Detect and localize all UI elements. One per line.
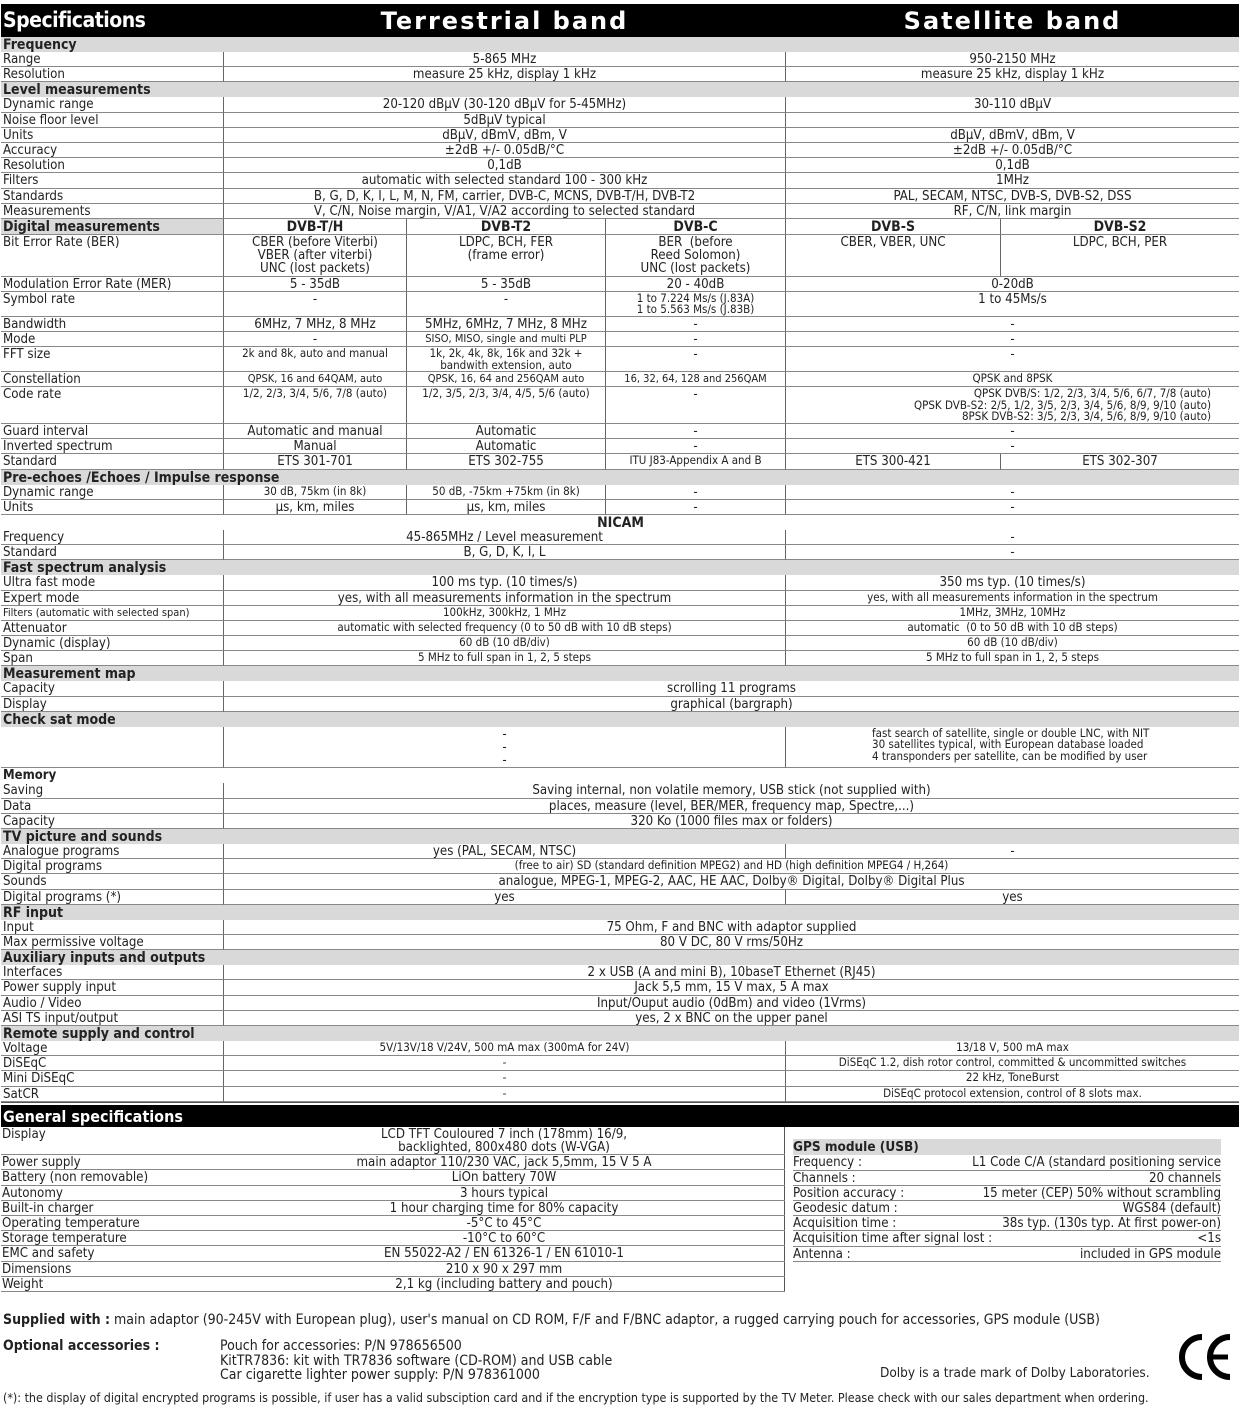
value-mini-diseqc-0: -: [223, 1071, 785, 1086]
row-label-diseqc: DiSEqC: [1, 1056, 223, 1071]
gps-label: Channels :: [793, 1170, 856, 1186]
value-dynamic-display-0: 60 dB (10 dB/div): [223, 636, 785, 651]
general-label-weight: Weight: [1, 1277, 223, 1292]
value-fft-size-0: 2k and 8k, auto and manual: [223, 347, 406, 372]
value-standard-2: ITU J83-Appendix A and B: [605, 454, 785, 469]
value-inverted-spectrum-0: Manual: [223, 439, 406, 454]
value-capacity-0: 320 Ko (1000 files max or folders): [223, 814, 1239, 829]
value-fft-size-2: -: [605, 347, 785, 372]
value-digital-programs-0: yes: [223, 890, 785, 905]
value-span-1: 5 MHz to full span in 1, 2, 5 steps: [785, 651, 1239, 666]
row-label-constellation: Constellation: [1, 372, 223, 387]
value-accuracy-0: ±2dB +/- 0.05dB/°C: [223, 143, 785, 158]
value-constellation-1: QPSK, 16, 64 and 256QAM auto: [406, 372, 605, 387]
gps-value: L1 Code C/A (standard positioning service: [972, 1155, 1221, 1171]
row-label-resolution: Resolution: [1, 158, 223, 173]
value-guard-interval-0: Automatic and manual: [223, 424, 406, 439]
value-standard-3: ETS 300-421: [785, 454, 1000, 469]
value-standard-0: ETS 301-701: [223, 454, 406, 469]
value-standard-0: B, G, D, K, I, L: [223, 545, 785, 560]
section-rf-input: RF input: [1, 905, 1239, 920]
row-label-bit-error-rate-ber: Bit Error Rate (BER): [1, 235, 223, 277]
value-mini-diseqc-1: 22 kHz, ToneBurst: [785, 1071, 1239, 1086]
value-digital-programs-0: (free to air) SD (standard definition MPEG2) and HD (high definition MPEG4 / H,264): [223, 859, 1239, 874]
value-attenuator-1: automatic (0 to 50 dB with 10 dB steps): [785, 621, 1239, 636]
row-label-range: Range: [1, 52, 223, 67]
value-range-0: 5-865 MHz: [223, 52, 785, 67]
encryption-footnote: (*): the display of digital encrypted programs is possible, if user has a valid subsciption card and if the encryption type is supported by the TV Meter. Please check with our sales department when ordering.: [3, 1390, 1149, 1405]
general-label-battery-non-removable: Battery (non removable): [1, 1170, 223, 1185]
general-label-power-supply: Power supply: [1, 1155, 223, 1170]
optional-item: Car cigarette lighter power supply: P/N 978361000: [220, 1367, 540, 1384]
gps-label: Frequency :: [793, 1155, 862, 1171]
gps-module-title: GPS module (USB): [793, 1139, 1221, 1156]
row-label-filters: Filters: [1, 173, 223, 188]
spec-sheet: [1, 4, 1239, 1292]
column-dvb-t-h: DVB-T/H: [223, 219, 406, 235]
row-label-frequency: Frequency: [1, 530, 223, 545]
row-label-span: Span: [1, 651, 223, 666]
value-satcr-1: DiSEqC protocol extension, control of 8 slots max.: [785, 1087, 1239, 1102]
gps-label: Position accuracy :: [793, 1185, 905, 1201]
row-label-inverted-spectrum: Inverted spectrum: [1, 439, 223, 454]
section-auxiliary-inputs-and-outputs: Auxiliary inputs and outputs: [1, 950, 1239, 965]
row-label-max-permissive-voltage: Max permissive voltage: [1, 935, 223, 950]
value-units-1: dBµV, dBmV, dBm, V: [785, 128, 1239, 143]
row-label-sounds: Sounds: [1, 874, 223, 889]
value-dynamic-range-1: 30-110 dBµV: [785, 97, 1239, 112]
column-dvb-s: DVB-S: [785, 219, 1000, 235]
general-value-display: LCD TFT Couloured 7 inch (178mm) 16/9, backlighted, 800x480 dots (W-VGA): [223, 1127, 785, 1155]
value-resolution-0: 0,1dB: [223, 158, 785, 173]
value-modulation-error-rate-mer-3: 0-20dB: [785, 277, 1239, 292]
gps-row: [793, 1201, 1221, 1216]
general-value-operating-temperature: -5°C to 45°C: [223, 1216, 785, 1231]
value-filters-automatic-with-selected-span-0: 100kHz, 300kHz, 1 MHz: [223, 606, 785, 621]
row-label-dynamic-range: Dynamic range: [1, 97, 223, 112]
value-range-1: 950-2150 MHz: [785, 52, 1239, 67]
row-label-audio-video: Audio / Video: [1, 996, 223, 1011]
section-pre-echoes-echoes-impulse-response: Pre-echoes /Echoes / Impulse response: [1, 470, 1239, 485]
value-modulation-error-rate-mer-0: 5 - 35dB: [223, 277, 406, 292]
section-remote-supply-and-control: Remote supply and control: [1, 1026, 1239, 1041]
value-accuracy-1: ±2dB +/- 0.05dB/°C: [785, 143, 1239, 158]
value-inverted-spectrum-3: -: [785, 439, 1239, 454]
section-digital-measurements: Digital measurements: [1, 219, 223, 235]
general-label-built-in-charger: Built-in charger: [1, 1201, 223, 1216]
value-span-0: 5 MHz to full span in 1, 2, 5 steps: [223, 651, 785, 666]
gps-row: [793, 1247, 1221, 1262]
row-label-mode: Mode: [1, 332, 223, 347]
value-dynamic-display-1: 60 dB (10 dB/div): [785, 636, 1239, 651]
row-label-power-supply-input: Power supply input: [1, 980, 223, 995]
value-standards-1: PAL, SECAM, NTSC, DVB-S, DVB-S2, DSS: [785, 189, 1239, 204]
row-label-display: Display: [1, 697, 223, 712]
value-measurements-0: V, C/N, Noise margin, V/A1, V/A2 according to selected standard: [223, 204, 785, 219]
row-label-capacity: Capacity: [1, 681, 223, 696]
value-ultra-fast-mode-1: 350 ms typ. (10 times/s): [785, 575, 1239, 590]
value-symbol-rate-1: -: [406, 292, 605, 317]
row-label-standard: Standard: [1, 545, 223, 560]
value-mode-0: -: [223, 332, 406, 347]
gps-value: 15 meter (CEP) 50% without scrambling: [982, 1185, 1221, 1201]
value-units-1: µs, km, miles: [406, 500, 605, 515]
value-units-3: -: [785, 500, 1239, 515]
value-mode-3: -: [785, 332, 1239, 347]
row-label-dynamic-display: Dynamic (display): [1, 636, 223, 651]
specifications-title: Specifications: [3, 8, 146, 32]
general-label-autonomy: Autonomy: [1, 1186, 223, 1201]
row-label-filters-automatic-with-selected-span: Filters (automatic with selected span): [1, 606, 223, 621]
column-dvb-s2: DVB-S2: [1000, 219, 1239, 235]
row-label-analogue-programs: Analogue programs: [1, 844, 223, 859]
value-inverted-spectrum-2: -: [605, 439, 785, 454]
value-code-rate-1: 1/2, 3/5, 2/3, 3/4, 4/5, 5/6 (auto): [406, 387, 605, 424]
gps-label: Geodesic datum :: [793, 1200, 898, 1216]
value-ultra-fast-mode-0: 100 ms typ. (10 times/s): [223, 575, 785, 590]
value-filters-automatic-with-selected-span-1: 1MHz, 3MHz, 10MHz: [785, 606, 1239, 621]
value-bandwidth-1: 5MHz, 6MHz, 7 MHz, 8 MHz: [406, 317, 605, 332]
value-constellation-0: QPSK, 16 and 64QAM, auto: [223, 372, 406, 387]
row-label-measurements: Measurements: [1, 204, 223, 219]
supplied-with: [3, 1313, 1259, 1327]
row-label-voltage: Voltage: [1, 1041, 223, 1056]
value-code-rate-2: -: [605, 387, 785, 424]
value-guard-interval-2: -: [605, 424, 785, 439]
value-sounds-0: analogue, MPEG-1, MPEG-2, AAC, HE AAC, Dolby® Digital, Dolby® Digital Plus: [223, 874, 1239, 889]
gps-row: [793, 1171, 1221, 1186]
gps-label: Antenna :: [793, 1246, 851, 1262]
value-guard-interval-3: -: [785, 424, 1239, 439]
general-label-display: Display: [1, 1127, 223, 1155]
value-attenuator-0: automatic with selected frequency (0 to 50 dB with 10 dB steps): [223, 621, 785, 636]
value-bit-error-rate-ber-4: LDPC, BCH, PER: [1000, 235, 1239, 277]
value-mode-1: SISO, MISO, single and multi PLP: [406, 332, 605, 347]
dolby-trademark: Dolby is a trade mark of Dolby Laboratories.: [880, 1365, 1150, 1381]
general-label-dimensions: Dimensions: [1, 1262, 223, 1277]
value-analogue-programs-0: yes (PAL, SECAM, NTSC): [223, 844, 785, 859]
section-level-measurements: Level measurements: [1, 82, 1239, 97]
value-frequency-0: 45-865MHz / Level measurement: [223, 530, 785, 545]
row-label-row: [1, 727, 223, 769]
section-tv-picture-and-sounds: TV picture and sounds: [1, 829, 1239, 844]
gps-table: [793, 1155, 1221, 1261]
row-label-digital-programs: Digital programs (*): [1, 890, 223, 905]
value-measurements-1: RF, C/N, link margin: [785, 204, 1239, 219]
general-value-autonomy: 3 hours typical: [223, 1186, 785, 1201]
value-symbol-rate-0: -: [223, 292, 406, 317]
general-value-dimensions: 210 x 90 x 297 mm: [223, 1262, 785, 1277]
value-display-0: graphical (bargraph): [223, 697, 1239, 712]
value-dynamic-range-1: 50 dB, -75km +75km (in 8k): [406, 485, 605, 500]
row-label-digital-programs: Digital programs: [1, 859, 223, 874]
section-fast-spectrum-analysis: Fast spectrum analysis: [1, 560, 1239, 575]
value-satcr-0: -: [223, 1087, 785, 1102]
value-resolution-1: 0,1dB: [785, 158, 1239, 173]
value-units-2: -: [605, 500, 785, 515]
value-diseqc-0: -: [223, 1056, 785, 1071]
header-bar: [1, 4, 1239, 37]
row-label-modulation-error-rate-mer: Modulation Error Rate (MER): [1, 277, 223, 292]
value-filters-0: automatic with selected standard 100 - 300 kHz: [223, 173, 785, 188]
value-units-0: µs, km, miles: [223, 500, 406, 515]
value-voltage-0: 5V/13V/18 V/24V, 500 mA max (300mA for 24V): [223, 1041, 785, 1056]
value-fft-size-1: 1k, 2k, 4k, 8k, 16k and 32k + bandwith extension, auto: [406, 347, 605, 372]
value-fft-size-3: -: [785, 347, 1239, 372]
value-standard-1: ETS 302-755: [406, 454, 605, 469]
value-modulation-error-rate-mer-1: 5 - 35dB: [406, 277, 605, 292]
value-bit-error-rate-ber-1: LDPC, BCH, FER (frame error): [406, 235, 605, 277]
row-label-saving: Saving: [1, 783, 223, 798]
gps-value: <1s: [1197, 1231, 1221, 1247]
value-expert-mode-0: yes, with all measurements information in the spectrum: [223, 591, 785, 606]
value-symbol-rate-2: 1 to 7.224 Ms/s (J.83A) 1 to 5.563 Ms/s (J.83B): [605, 292, 785, 317]
row-label-expert-mode: Expert mode: [1, 591, 223, 606]
row-label-capacity: Capacity: [1, 814, 223, 829]
general-value-weight: 2,1 kg (including battery and pouch): [223, 1277, 785, 1292]
row-label-units: Units: [1, 500, 223, 515]
row-label-mini-diseqc: Mini DiSEqC: [1, 1071, 223, 1086]
row-label-interfaces: Interfaces: [1, 965, 223, 980]
value-interfaces-0: 2 x USB (A and mini B), 10baseT Ethernet (RJ45): [223, 965, 1239, 980]
row-label-data: Data: [1, 799, 223, 814]
general-label-emc-and-safety: EMC and safety: [1, 1246, 223, 1261]
value-bandwidth-0: 6MHz, 7 MHz, 8 MHz: [223, 317, 406, 332]
value-bit-error-rate-ber-0: CBER (before Viterbi) VBER (after viterbi) UNC (lost packets): [223, 235, 406, 277]
value-power-supply-input-0: Jack 5,5 mm, 15 V max, 5 A max: [223, 980, 1239, 995]
gps-row: [793, 1155, 1221, 1170]
value-max-permissive-voltage-0: 80 V DC, 80 V rms/50Hz: [223, 935, 1239, 950]
value-resolution-1: measure 25 kHz, display 1 kHz: [785, 67, 1239, 82]
gps-value: 20 channels: [1149, 1170, 1221, 1186]
value-digital-programs-1: yes: [785, 890, 1239, 905]
row-label-units: Units: [1, 128, 223, 143]
row-label-guard-interval: Guard interval: [1, 424, 223, 439]
value-frequency-1: -: [785, 530, 1239, 545]
ce-mark-logo: [1176, 1331, 1236, 1383]
value-constellation-3: QPSK and 8PSK: [785, 372, 1239, 387]
value-input-0: 75 Ohm, F and BNC with adaptor supplied: [223, 920, 1239, 935]
row-label-asi-ts-input-output: ASI TS input/output: [1, 1011, 223, 1026]
general-label-storage-temperature: Storage temperature: [1, 1231, 223, 1246]
general-specifications: [1, 1127, 1239, 1292]
value-resolution-0: measure 25 kHz, display 1 kHz: [223, 67, 785, 82]
value-guard-interval-1: Automatic: [406, 424, 605, 439]
general-specifications-title: General specifications: [1, 1105, 1239, 1127]
value-check-sat-1: fast search of satellite, single or double LNC, with NIT 30 satellites typical, with European database loaded 4 transponders per satellite, can be modified by user: [785, 727, 1239, 769]
section-memory: Memory: [1, 768, 1239, 783]
value-saving-0: Saving internal, non volatile memory, USB stick (not supplied with): [223, 783, 1239, 798]
value-bandwidth-2: -: [605, 317, 785, 332]
value-voltage-1: 13/18 V, 500 mA max: [785, 1041, 1239, 1056]
value-diseqc-1: DiSEqC 1.2, dish rotor control, committed & uncommitted switches: [785, 1056, 1239, 1071]
row-label-fft-size: FFT size: [1, 347, 223, 372]
general-label-operating-temperature: Operating temperature: [1, 1216, 223, 1231]
section-check-sat-mode: Check sat mode: [1, 712, 1239, 727]
row-label-attenuator: Attenuator: [1, 621, 223, 636]
value-noise-floor-level-1: [785, 113, 1239, 128]
gps-row: [793, 1231, 1221, 1246]
value-dynamic-range-0: 30 dB, 75km (in 8k): [223, 485, 406, 500]
row-label-ultra-fast-mode: Ultra fast mode: [1, 575, 223, 590]
spec-table: [1, 37, 1239, 1103]
value-audio-video-0: Input/Ouput audio (0dBm) and video (1Vrms): [223, 996, 1239, 1011]
value-code-rate-0: 1/2, 2/3, 3/4, 5/6, 7/8 (auto): [223, 387, 406, 424]
row-label-code-rate: Code rate: [1, 387, 223, 424]
value-units-0: dBµV, dBmV, dBm, V: [223, 128, 785, 143]
section-nicam: NICAM: [1, 515, 1239, 530]
optional-item: KitTR7836: kit with TR7836 software (CD-ROM) and USB cable: [220, 1352, 613, 1369]
value-standards-0: B, G, D, K, I, L, M, N, FM, carrier, DVB-C, MCNS, DVB-T/H, DVB-T2: [223, 189, 785, 204]
gps-label: Acquisition time after signal lost :: [793, 1231, 993, 1247]
value-asi-ts-input-output-0: yes, 2 x BNC on the upper panel: [223, 1011, 1239, 1026]
general-value-storage-temperature: -10°C to 60°C: [223, 1231, 785, 1246]
general-value-built-in-charger: 1 hour charging time for 80% capacity: [223, 1201, 785, 1216]
section-measurement-map: Measurement map: [1, 666, 1239, 681]
row-label-standards: Standards: [1, 189, 223, 204]
value-filters-1: 1MHz: [785, 173, 1239, 188]
optional-list: [220, 1339, 612, 1383]
value-bandwidth-3: -: [785, 317, 1239, 332]
value-bit-error-rate-ber-3: CBER, VBER, UNC: [785, 235, 1000, 277]
gps-value: 38s typ. (130s typ. At first power-on): [1002, 1216, 1221, 1232]
value-code-rate-3: QPSK DVB/S: 1/2, 2/3, 3/4, 5/6, 6/7, 7/8 (auto) QPSK DVB-S2: 2/5, 1/2, 3/5, 2/3, 3/4, 5/6, 8/9, 9/10 (auto) 8PSK DVB-S2: 3/5, 2/3, 3/4, 5/6, 8/9, 9/10 (auto): [785, 387, 1239, 424]
supplied-label: Supplied with :: [3, 1312, 111, 1328]
value-noise-floor-level-0: 5dBµV typical: [223, 113, 785, 128]
row-label-accuracy: Accuracy: [1, 143, 223, 158]
value-standard-4: ETS 302-307: [1000, 454, 1239, 469]
value-modulation-error-rate-mer-2: 20 - 40dB: [605, 277, 785, 292]
terrestrial-band-heading: Terrestrial band: [380, 6, 629, 35]
column-dvb-t2: DVB-T2: [406, 219, 605, 235]
value-inverted-spectrum-1: Automatic: [406, 439, 605, 454]
value-standard-1: -: [785, 545, 1239, 560]
row-label-resolution: Resolution: [1, 67, 223, 82]
optional-label: Optional accessories :: [3, 1338, 160, 1354]
row-label-satcr: SatCR: [1, 1087, 223, 1102]
row-label-dynamic-range: Dynamic range: [1, 485, 223, 500]
column-dvb-c: DVB-C: [605, 219, 785, 235]
gps-label: Acquisition time :: [793, 1216, 897, 1232]
supplied-text: main adaptor (90-245V with European plug), user's manual on CD ROM, F/F and F/BNC adaptor, a rugged carrying pouch for accessories, GPS module (USB): [114, 1312, 1100, 1328]
row-label-bandwidth: Bandwidth: [1, 317, 223, 332]
value-constellation-2: 16, 32, 64, 128 and 256QAM: [605, 372, 785, 387]
value-analogue-programs-1: -: [785, 844, 1239, 859]
value-check-sat-0: - - -: [223, 727, 785, 769]
value-symbol-rate-3: 1 to 45Ms/s: [785, 292, 1239, 317]
value-dynamic-range-3: -: [785, 485, 1239, 500]
general-value-emc-and-safety: EN 55022-A2 / EN 61326-1 / EN 61010-1: [223, 1246, 785, 1261]
row-label-input: Input: [1, 920, 223, 935]
general-table: [1, 1127, 785, 1292]
satellite-band-heading: Satellite band: [903, 6, 1122, 35]
general-value-battery-non-removable: LiOn battery 70W: [223, 1170, 785, 1185]
value-expert-mode-1: yes, with all measurements information in the spectrum: [785, 591, 1239, 606]
general-value-power-supply: main adaptor 110/230 VAC, jack 5,5mm, 15 V 5 A: [223, 1155, 785, 1170]
row-label-standard: Standard: [1, 454, 223, 469]
row-label-noise-floor-level: Noise floor level: [1, 113, 223, 128]
value-data-0: places, measure (level, BER/MER, frequency map, Spectre,...): [223, 799, 1239, 814]
optional-item: Pouch for accessories: P/N 978656500: [220, 1338, 462, 1354]
gps-module-box: [785, 1127, 1239, 1292]
gps-row: [793, 1216, 1221, 1231]
gps-value: included in GPS module: [1080, 1246, 1221, 1262]
gps-value: WGS84 (default): [1122, 1200, 1221, 1216]
value-mode-2: -: [605, 332, 785, 347]
value-dynamic-range-2: -: [605, 485, 785, 500]
value-capacity-0: scrolling 11 programs: [223, 681, 1239, 696]
gps-row: [793, 1186, 1221, 1201]
value-bit-error-rate-ber-2: BER (before Reed Solomon) UNC (lost packets): [605, 235, 785, 277]
row-label-symbol-rate: Symbol rate: [1, 292, 223, 317]
value-dynamic-range-0: 20-120 dBµV (30-120 dBµV for 5-45MHz): [223, 97, 785, 112]
section-frequency: Frequency: [1, 37, 1239, 52]
